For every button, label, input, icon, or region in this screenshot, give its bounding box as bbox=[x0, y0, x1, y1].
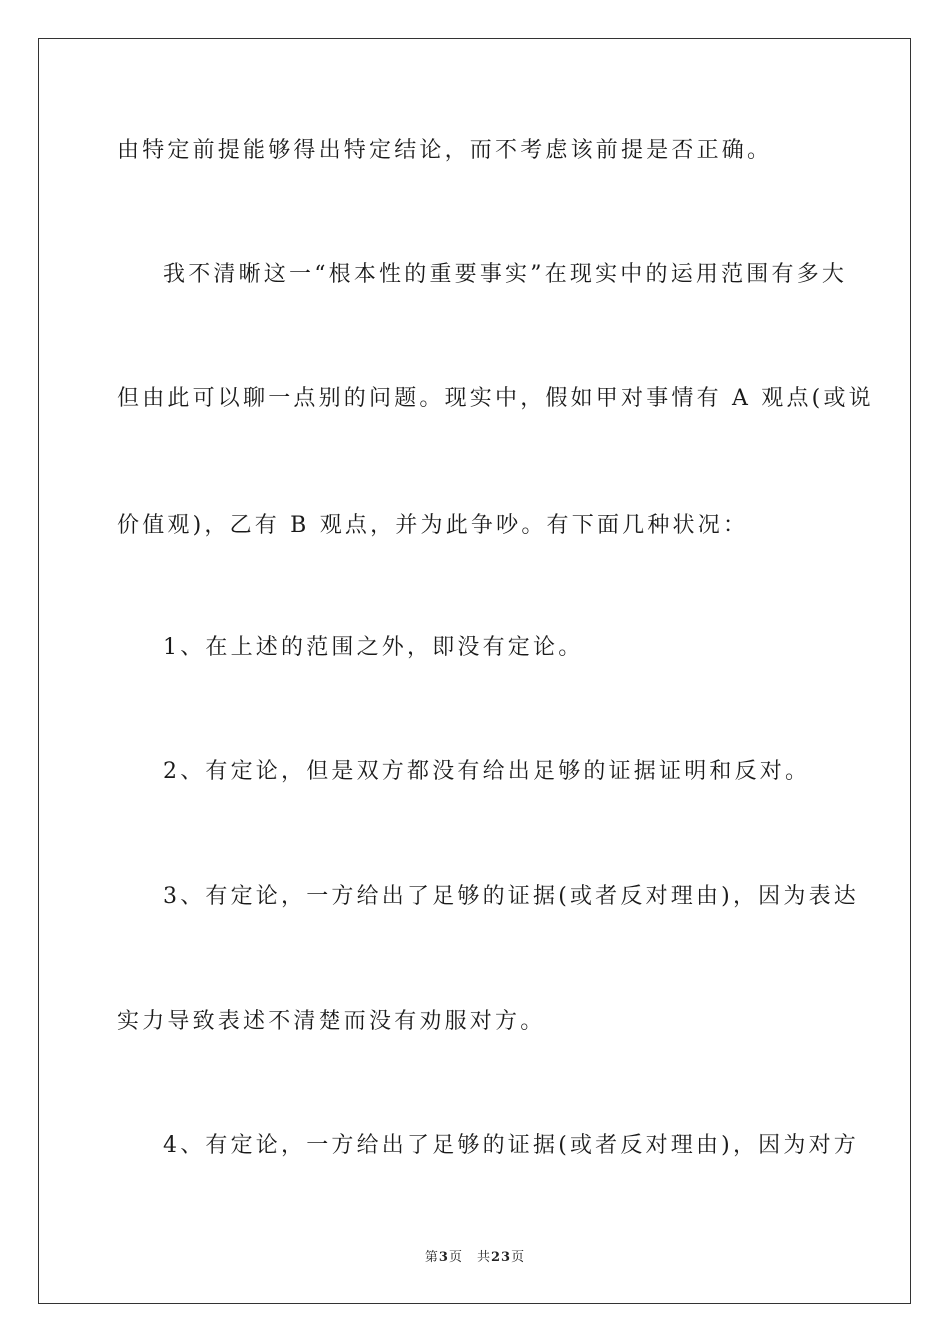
page-footer bbox=[0, 1246, 950, 1265]
list-item-3-continued: 实力导致表述不清楚而没有劝服对方。 bbox=[117, 1009, 546, 1034]
footer-total-suffix: 页 bbox=[511, 1250, 526, 1265]
footer-page-prefix: 第 bbox=[424, 1250, 439, 1265]
list-item-1: 1、在上述的范围之外，即没有定论。 bbox=[163, 635, 584, 660]
list-item-2: 2、有定论，但是双方都没有给出足够的证据证明和反对。 bbox=[163, 759, 811, 784]
footer-page-suffix: 页 bbox=[448, 1250, 463, 1265]
body-line-4: 价值观)，乙有 B 观点，并为此争吵。有下面几种状况： bbox=[117, 513, 749, 538]
page-border bbox=[38, 38, 911, 1304]
list-item-3: 3、有定论，一方给出了足够的证据(或者反对理由)，因为表达 bbox=[163, 884, 859, 909]
footer-total-prefix: 共 bbox=[476, 1250, 491, 1265]
footer-total-pages: 23 bbox=[490, 1250, 512, 1265]
body-line-2: 我不清晰这一“根本性的重要事实”在现实中的运用范围有多大 bbox=[163, 262, 848, 287]
body-line-3: 但由此可以聊一点别的问题。现实中，假如甲对事情有 A 观点(或说 bbox=[117, 386, 874, 411]
list-item-4: 4、有定论，一方给出了足够的证据(或者反对理由)，因为对方 bbox=[163, 1133, 859, 1158]
footer-page-number: 3 bbox=[438, 1250, 449, 1265]
body-line-1: 由特定前提能够得出特定结论，而不考虑该前提是否正确。 bbox=[117, 138, 773, 163]
